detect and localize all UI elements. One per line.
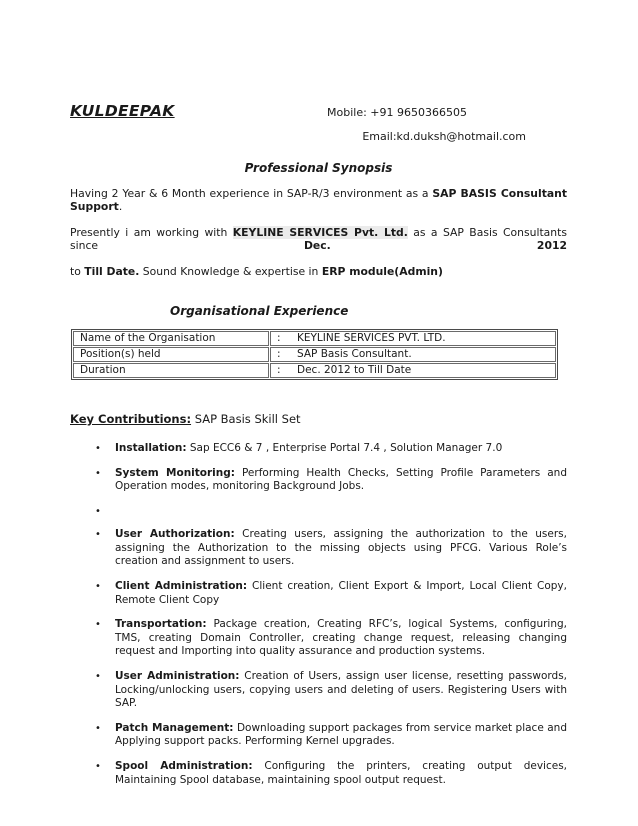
text-run: to — [70, 265, 85, 278]
contribution-item — [95, 760, 567, 787]
contribution-text-block — [115, 442, 567, 456]
contribution-text: Package creation, Creating RFC’s, logical Systems, configuring, TMS, creating Domain Controller, creating change request, releasing changing request and Importing into quality assurance and production systems. — [115, 618, 567, 658]
contribution-item — [95, 442, 567, 456]
bullet-icon: • — [95, 505, 101, 517]
contributions-list — [70, 442, 567, 787]
email-row — [70, 130, 567, 143]
email-address: Email:kd.duksh@hotmail.com — [362, 130, 526, 143]
org-value: KEYLINE SERVICES PVT. LTD. — [297, 332, 446, 344]
text-run-highlight: KEYLINE SERVICES Pvt. Ltd. — [232, 226, 408, 239]
contribution-text-block — [115, 528, 567, 569]
text-run: Having 2 Year & 6 Month experience in SAP-R/3 environment as a — [70, 187, 433, 200]
colon-separator: : — [277, 332, 281, 344]
key-contributions-title: Key Contributions: — [70, 412, 192, 426]
bullet-icon: • — [95, 443, 101, 454]
contribution-label: User Administration: — [115, 670, 240, 683]
synopsis-line-1 — [70, 187, 567, 213]
bullet-icon: • — [95, 619, 101, 631]
contribution-text: Sap ECC6 & 7 , Enterprise Portal 7.4 , Solution Manager 7.0 — [186, 442, 503, 454]
org-label-cell: Position(s) held — [73, 347, 269, 362]
section-heading-key-contributions — [70, 412, 567, 426]
contribution-label: Installation: — [115, 442, 187, 454]
org-value-cell — [270, 331, 556, 346]
contribution-item — [95, 528, 567, 569]
bullet-icon: • — [95, 722, 101, 734]
contribution-label: System Monitoring: — [115, 466, 235, 479]
contribution-label: Client Administration: — [115, 580, 248, 593]
bullet-icon: • — [95, 467, 101, 479]
contribution-label: Patch Management: — [115, 721, 234, 734]
text-run: . — [118, 200, 123, 213]
contribution-text-block — [115, 670, 567, 711]
org-table-row — [73, 363, 556, 378]
synopsis-line-3 — [70, 265, 567, 278]
contribution-item — [95, 467, 567, 494]
contribution-label: Spool Administration: — [115, 760, 253, 772]
org-label-cell: Name of the Organisation — [73, 331, 269, 346]
contribution-label: Transportation: — [115, 618, 207, 631]
candidate-name: KULDEEPAK — [70, 102, 175, 120]
bullet-icon: • — [95, 671, 101, 683]
contribution-item — [95, 722, 567, 749]
header — [70, 102, 567, 120]
contribution-text-block — [115, 505, 567, 519]
contribution-text-block — [115, 760, 567, 787]
organisation-table — [71, 329, 558, 380]
contribution-text-block — [115, 467, 567, 494]
contribution-item — [95, 670, 567, 711]
mobile-number: Mobile: +91 9650366505 — [327, 106, 467, 119]
text-run: Sound Knowledge & expertise in — [139, 265, 322, 278]
contribution-text: Performing Health Checks, Setting Profile Parameters and Operation modes, monitoring Background Jobs. — [115, 466, 567, 493]
org-table-row — [73, 331, 556, 346]
contribution-text: Creation of Users, assign user license, resetting passwords, Locking/unlocking users, copying users and deleting of users. Registering Users with SAP. — [115, 670, 567, 710]
bullet-icon: • — [95, 529, 101, 541]
bullet-icon: • — [95, 581, 101, 593]
org-value-cell — [270, 363, 556, 378]
contribution-text: Configuring the printers, creating output devices, Maintaining Spool database, maintaining spool output request. — [115, 760, 567, 786]
org-value: SAP Basis Consultant. — [297, 348, 412, 360]
colon-separator: : — [277, 364, 281, 376]
section-heading-organisational-experience: Organisational Experience — [170, 304, 349, 318]
contribution-item-empty — [95, 505, 567, 519]
contribution-label: User Authorization: — [115, 528, 235, 541]
section-heading-professional-synopsis: Professional Synopsis — [244, 161, 393, 175]
contribution-text: Client creation, Client Export & Import, Local Client Copy, Remote Client Copy — [115, 580, 567, 606]
contribution-text: Creating users, assigning the authorization to the users, assigning the Authorization to the missing objects using PFCG. Various Role’s creation and assignment to users. — [115, 528, 567, 568]
text-run: Presently i am working with — [70, 226, 233, 239]
contribution-text-block — [115, 580, 567, 607]
text-run-bold: Till Date. — [84, 265, 140, 278]
colon-separator: : — [277, 348, 281, 360]
contribution-text: Downloading support packages from service market place and Applying support packs. Performing Kernel upgrades. — [115, 721, 567, 748]
key-contributions-subtitle: SAP Basis Skill Set — [191, 412, 301, 426]
text-run-bold: SAP BASIS Consultant Support — [70, 187, 567, 213]
org-table-row — [73, 347, 556, 362]
contribution-item — [95, 580, 567, 607]
org-label-cell: Duration — [73, 363, 269, 378]
text-run-bold: Dec. 2012 — [303, 239, 567, 252]
org-value-cell — [270, 347, 556, 362]
contribution-text-block — [115, 722, 567, 749]
org-value: Dec. 2012 to Till Date — [297, 364, 412, 376]
contribution-text-block — [115, 618, 567, 659]
text-run-bold: ERP module(Admin) — [321, 265, 443, 278]
synopsis-line-2 — [70, 226, 567, 252]
bullet-icon: • — [95, 761, 101, 772]
text-run: as a SAP Basis Consultants since — [70, 226, 567, 252]
contribution-item — [95, 618, 567, 659]
